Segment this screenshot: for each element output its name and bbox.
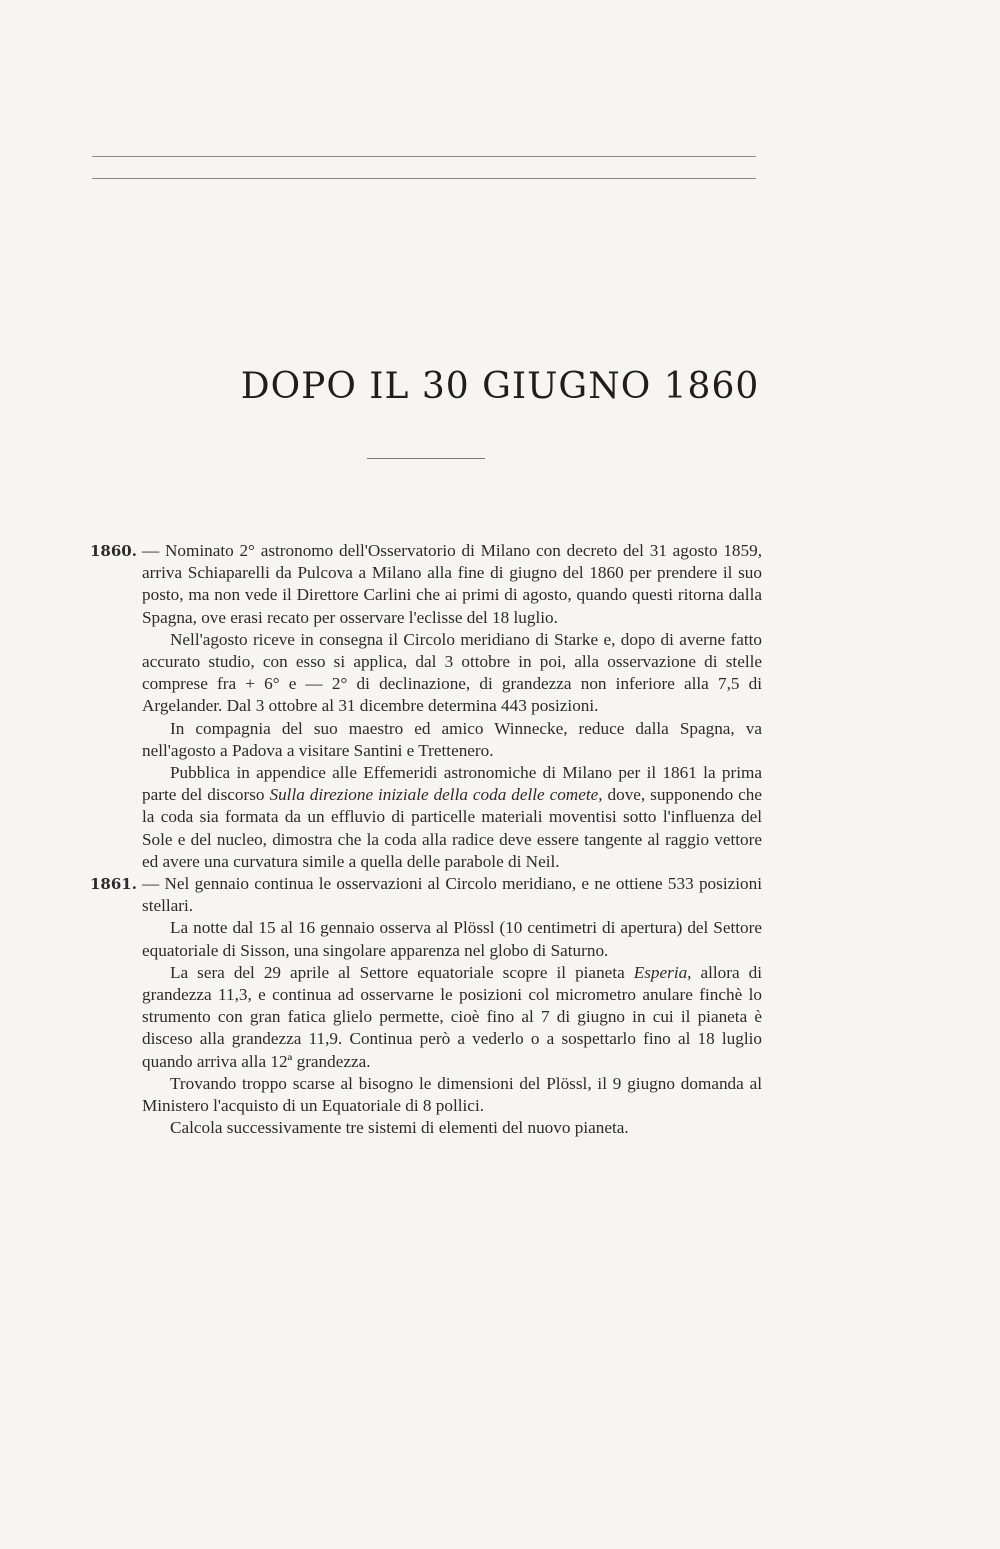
paragraph: [142, 962, 762, 1073]
paragraph: [142, 762, 762, 873]
paragraph-text: Pubblica in appendice alle Effemeridi astronomiche di Milano per il 1861 la prima parte del discorso: [142, 763, 762, 805]
entry-1860: [90, 540, 762, 873]
paragraph: In compagnia del suo maestro ed amico Winnecke, reduce dalla Spagna, va nell'agosto a Padova a visitare Santini e Trettenero.: [142, 718, 762, 760]
planet-name: Esperia,: [633, 962, 692, 982]
paragraph: — Nel gennaio continua le osservazioni al Circolo meridiano, e ne ottiene 533 posizioni stellari.: [142, 874, 762, 916]
paragraph: La notte dal 15 al 16 gennaio osserva al Plössl (10 centimetri di apertura) del Settore equatoriale di Sisson, una singolare apparenza nel globo di Saturno.: [142, 918, 762, 960]
header-rule-bottom: [92, 178, 756, 179]
header-rule-top: [92, 156, 756, 157]
paragraph-text: La sera del 29 aprile al Settore equatoriale scopre il pianeta: [170, 962, 625, 982]
year-label: 1861.: [90, 875, 137, 894]
paragraph-text: dove, supponendo che la coda sia formata da un effluvio di particelle materiali moventisi sotto l'influenza del Sole e del nucleo, dimostra che la coda alla radice deve essere tangente al raggio vettore ed avere una curvatura simile a quella delle parabole di Neil.: [142, 785, 763, 871]
paragraph: Trovando troppo scarse al bisogno le dimensioni del Plössl, il 9 giugno domanda al Ministero l'acquisto di un Equatoriale di 8 pollici.: [142, 1073, 762, 1116]
paragraph-text: allora di grandezza 11,3, e continua ad osservarne le posizioni col micrometro anulare finchè lo strumento con gran fatica glielo permette, cioè fino al 7 di giugno in cui il pianeta è disceso alla grandezza 11,9. Continua però a vederlo o a sospettarlo fino al 18 luglio quando arriva alla 12ª grandezza.: [142, 962, 763, 1071]
paragraph: Calcola successivamente tre sistemi di elementi del nuovo pianeta.: [170, 1118, 629, 1138]
year-label: 1860.: [90, 542, 137, 560]
work-title: Sulla direzione iniziale della coda delle comete,: [269, 785, 603, 805]
paragraph: — Nominato 2° astronomo dell'Osservatorio di Milano con decreto del 31 agosto 1859, arriva Schiaparelli da Pulcova a Milano alla fine di giugno del 1860 per prendere il suo posto, ma non vede il Direttore Carlini che ai primi di agosto, quando questi ritorna dalla Spagna, ove erasi recato per osservare l'eclisse del 18 luglio.: [142, 541, 762, 627]
body-text: [90, 540, 762, 1139]
paragraph: Nell'agosto riceve in consegna il Circolo meridiano di Starke e, dopo di averne fatto accurato studio, con esso si applica, dal 3 ottobre in poi, alla osservazione di stelle comprese fra + 6° e — 2° di declinazione, di grandezza non inferiore alla 7,5 di Argelander. Dal 3 ottobre al 31 dicembre determina 443 posizioni.: [142, 629, 762, 716]
entry-1861: [90, 873, 762, 1139]
page-title: DOPO IL 30 GIUGNO 1860: [240, 366, 760, 407]
title-divider: [367, 458, 485, 459]
